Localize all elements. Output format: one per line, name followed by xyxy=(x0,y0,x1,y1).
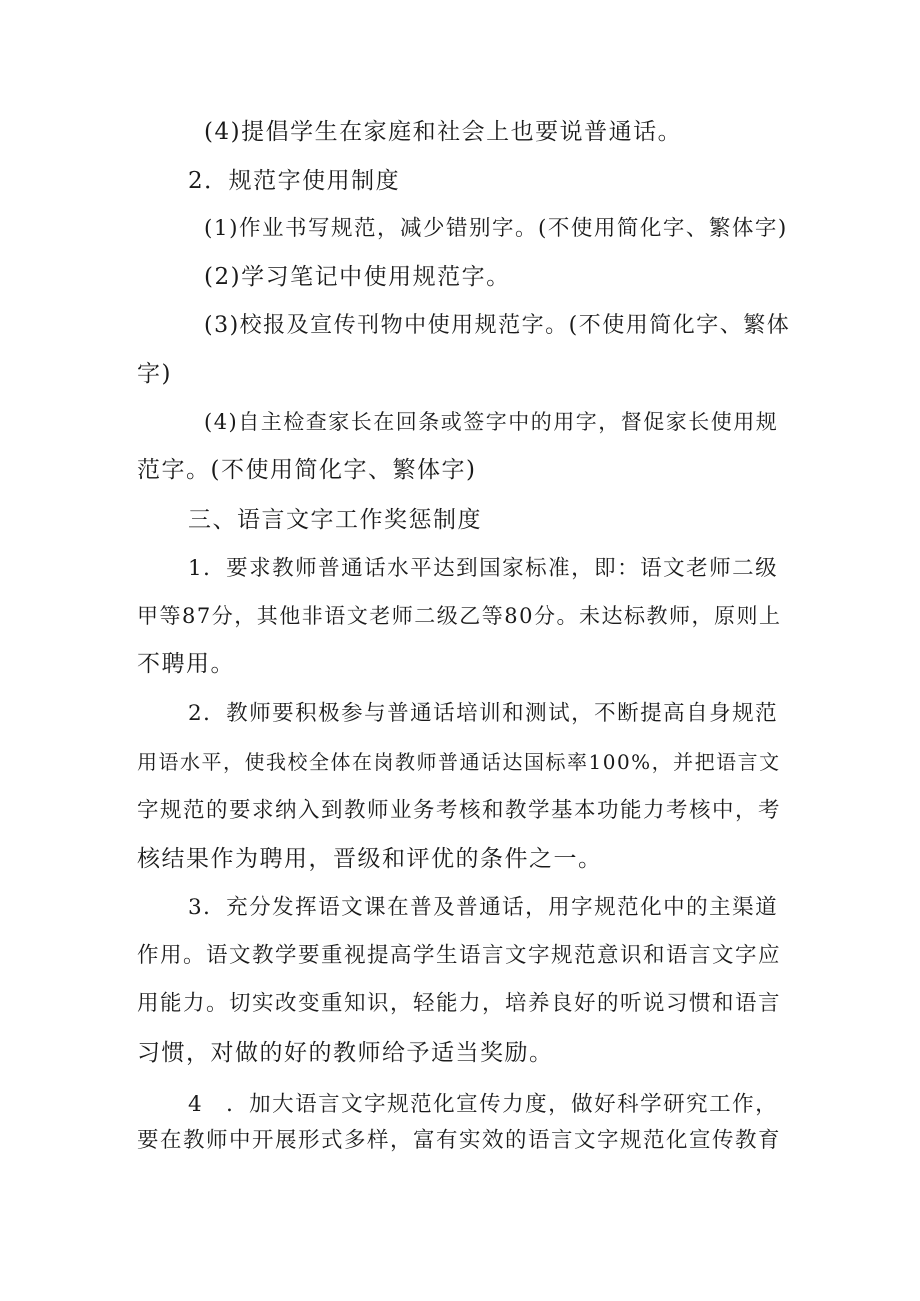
text-line: 3．充分发挥语文课在普及普通话，用字规范化中的主渠道 xyxy=(188,895,779,920)
text-line: 不聘用。 xyxy=(137,651,235,677)
text-line: (1)作业书写规范，减少错别字。(不使用简化字、繁体字) xyxy=(204,216,788,241)
text-line: 用语水平，使我校全体在岗教师普通话达国标率100%，并把语言文 xyxy=(137,750,781,774)
text-line: 甲等87分，其他非语文老师二级乙等80分。未达标教师，原则上 xyxy=(137,604,782,628)
text-line: 要在教师中开展形式多样，富有实效的语言文字规范化宣传教育 xyxy=(137,1128,782,1153)
text-line: 范字。(不使用简化字、繁体字) xyxy=(137,457,477,483)
text-line: 习惯，对做的好的教师给予适当奖励。 xyxy=(137,1040,554,1066)
text-line: (4)提倡学生在家庭和社会上也要说普通话。 xyxy=(204,119,683,145)
text-line: 用能力。切实改变重知识，轻能力，培养良好的听说习惯和语言 xyxy=(137,991,782,1016)
text-line: (4)自主检查家长在回条或签字中的用字，督促家长使用规 xyxy=(204,410,779,434)
text-line: 2．教师要积极参与普通话培训和测试，不断提高自身规范 xyxy=(188,701,779,726)
text-line: (2)学习笔记中使用规范字。 xyxy=(204,264,511,290)
text-line: 作用。语文教学要重视提高学生语言文字规范意识和语言文字应 xyxy=(137,943,782,968)
section-heading: 2．规范字使用制度 xyxy=(188,168,401,194)
text-line: 字规范的要求纳入到教师业务考核和教学基本功能力考核中，考 xyxy=(137,798,782,823)
chapter-heading: 三、语言文字工作奖惩制度 xyxy=(188,507,482,533)
text-line: (3)校报及宣传刊物中使用规范字。(不使用简化字、繁体 xyxy=(204,313,791,338)
text-line: 1．要求教师普通话水平达到国家标准，即：语文老师二级 xyxy=(188,556,779,581)
text-line: 核结果作为聘用，晋级和评优的条件之一。 xyxy=(137,846,603,872)
text-line: 字) xyxy=(137,361,172,387)
text-line: 4 ．加大语言文字规范化宣传力度，做好科学研究工作， xyxy=(188,1092,779,1117)
